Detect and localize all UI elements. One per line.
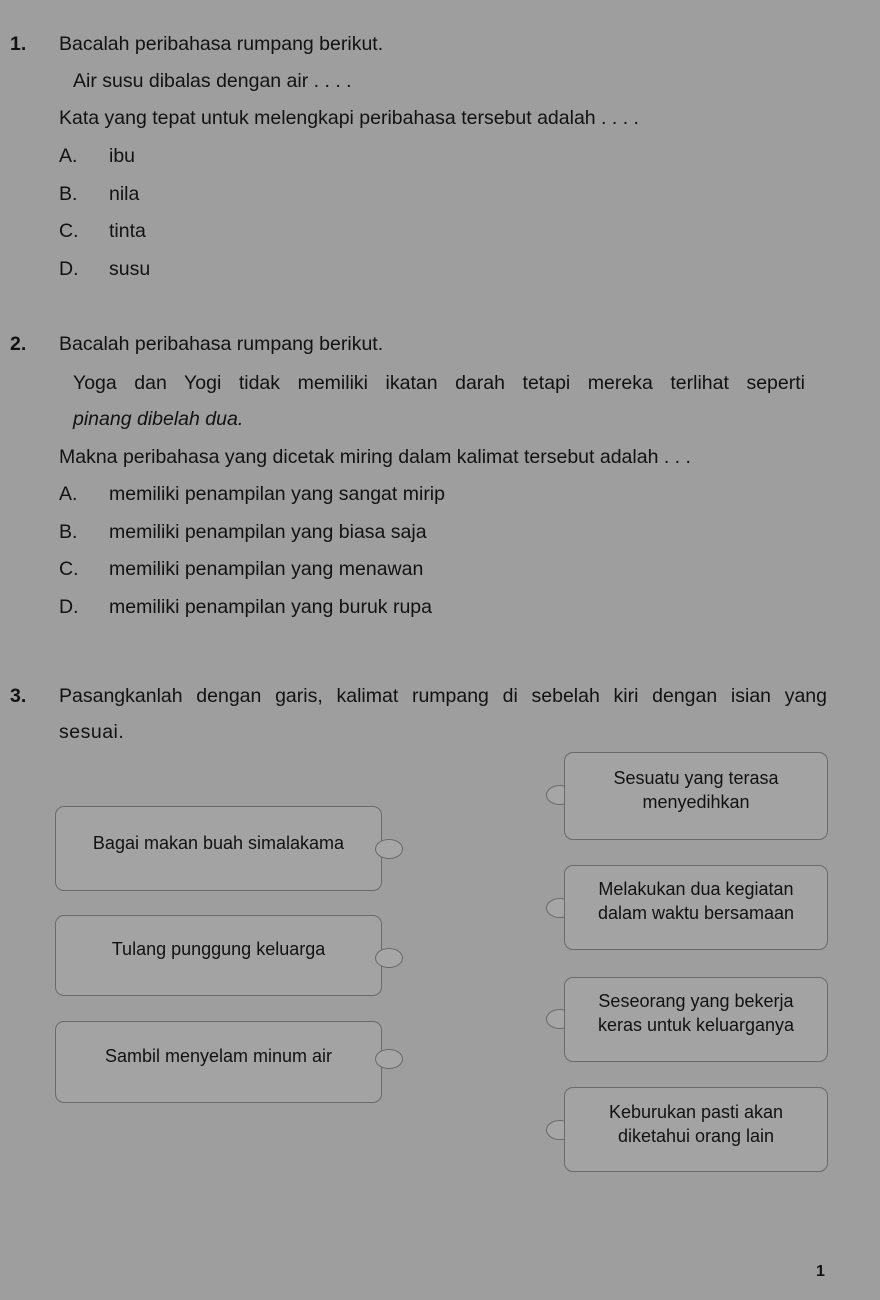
left-connector-dot-2[interactable] <box>375 948 403 968</box>
question-2-quote-line-1: Yoga dan Yogi tidak memiliki ikatan darah tetapi mereka terlihat seperti <box>73 372 805 394</box>
option-text: nila <box>109 183 140 205</box>
right-match-box-2[interactable] <box>564 865 828 950</box>
right-match-box-4[interactable] <box>564 1087 828 1172</box>
right-match-box-1[interactable] <box>564 752 828 840</box>
option-text: memiliki penampilan yang sangat mirip <box>109 483 445 505</box>
option-letter: C. <box>59 558 79 580</box>
option-letter: A. <box>59 145 78 167</box>
right-match-text-line-1: Seseorang yang bekerja <box>598 991 794 1011</box>
question-2-prompt: Bacalah peribahasa rumpang berikut. <box>59 333 384 355</box>
question-3-prompt-line-2: sesuai. <box>59 721 125 743</box>
option-text: susu <box>109 258 151 280</box>
option-letter: B. <box>59 521 78 543</box>
right-match-text-line-2: diketahui orang lain <box>617 1126 775 1146</box>
option-letter: A. <box>59 483 78 505</box>
right-match-box-3[interactable] <box>564 977 828 1062</box>
question-1-question: Kata yang tepat untuk melengkapi peribahasa tersebut adalah . . . . <box>59 107 639 129</box>
question-3-number: 3. <box>10 685 27 707</box>
left-connector-dot-3[interactable] <box>375 1049 403 1069</box>
option-text: memiliki penampilan yang biasa saja <box>109 521 427 543</box>
right-match-text-line-1: Keburukan pasti akan <box>608 1102 784 1122</box>
question-3-prompt-line-1: Pasangkanlah dengan garis, kalimat rumpang di sebelah kiri dengan isian yang <box>59 685 827 707</box>
right-match-text-line-2: dalam waktu bersamaan <box>597 903 795 923</box>
option-text: memiliki penampilan yang menawan <box>109 558 424 580</box>
question-1-number: 1. <box>10 33 27 55</box>
option-text: ibu <box>109 145 136 167</box>
right-match-text-line-2: menyedihkan <box>642 792 750 812</box>
option-letter: B. <box>59 183 78 205</box>
left-match-text: Sambil menyelam minum air <box>104 1046 333 1066</box>
left-match-box-1[interactable] <box>55 806 382 891</box>
left-match-text: Tulang punggung keluarga <box>111 939 326 959</box>
question-2-number: 2. <box>10 333 27 355</box>
left-connector-dot-1[interactable] <box>375 839 403 859</box>
option-letter: C. <box>59 220 79 242</box>
left-match-text: Bagai makan buah simalakama <box>92 833 345 853</box>
question-2-question: Makna peribahasa yang dicetak miring dalam kalimat tersebut adalah . . . <box>59 446 691 468</box>
option-letter: D. <box>59 258 79 280</box>
page-number: 1 <box>816 1263 825 1280</box>
right-match-text-line-1: Melakukan dua kegiatan <box>598 879 794 899</box>
question-2-quote-line-2: pinang dibelah dua. <box>73 408 244 430</box>
option-text: tinta <box>109 220 146 242</box>
question-1-quote: Air susu dibalas dengan air . . . . <box>73 70 352 92</box>
left-match-box-2[interactable] <box>55 915 382 996</box>
left-match-box-3[interactable] <box>55 1021 382 1103</box>
question-1-prompt: Bacalah peribahasa rumpang berikut. <box>59 33 384 55</box>
right-match-text-line-1: Sesuatu yang terasa <box>613 768 779 788</box>
right-match-text-line-2: keras untuk keluarganya <box>597 1015 795 1035</box>
option-letter: D. <box>59 596 79 618</box>
option-text: memiliki penampilan yang buruk rupa <box>109 596 432 618</box>
